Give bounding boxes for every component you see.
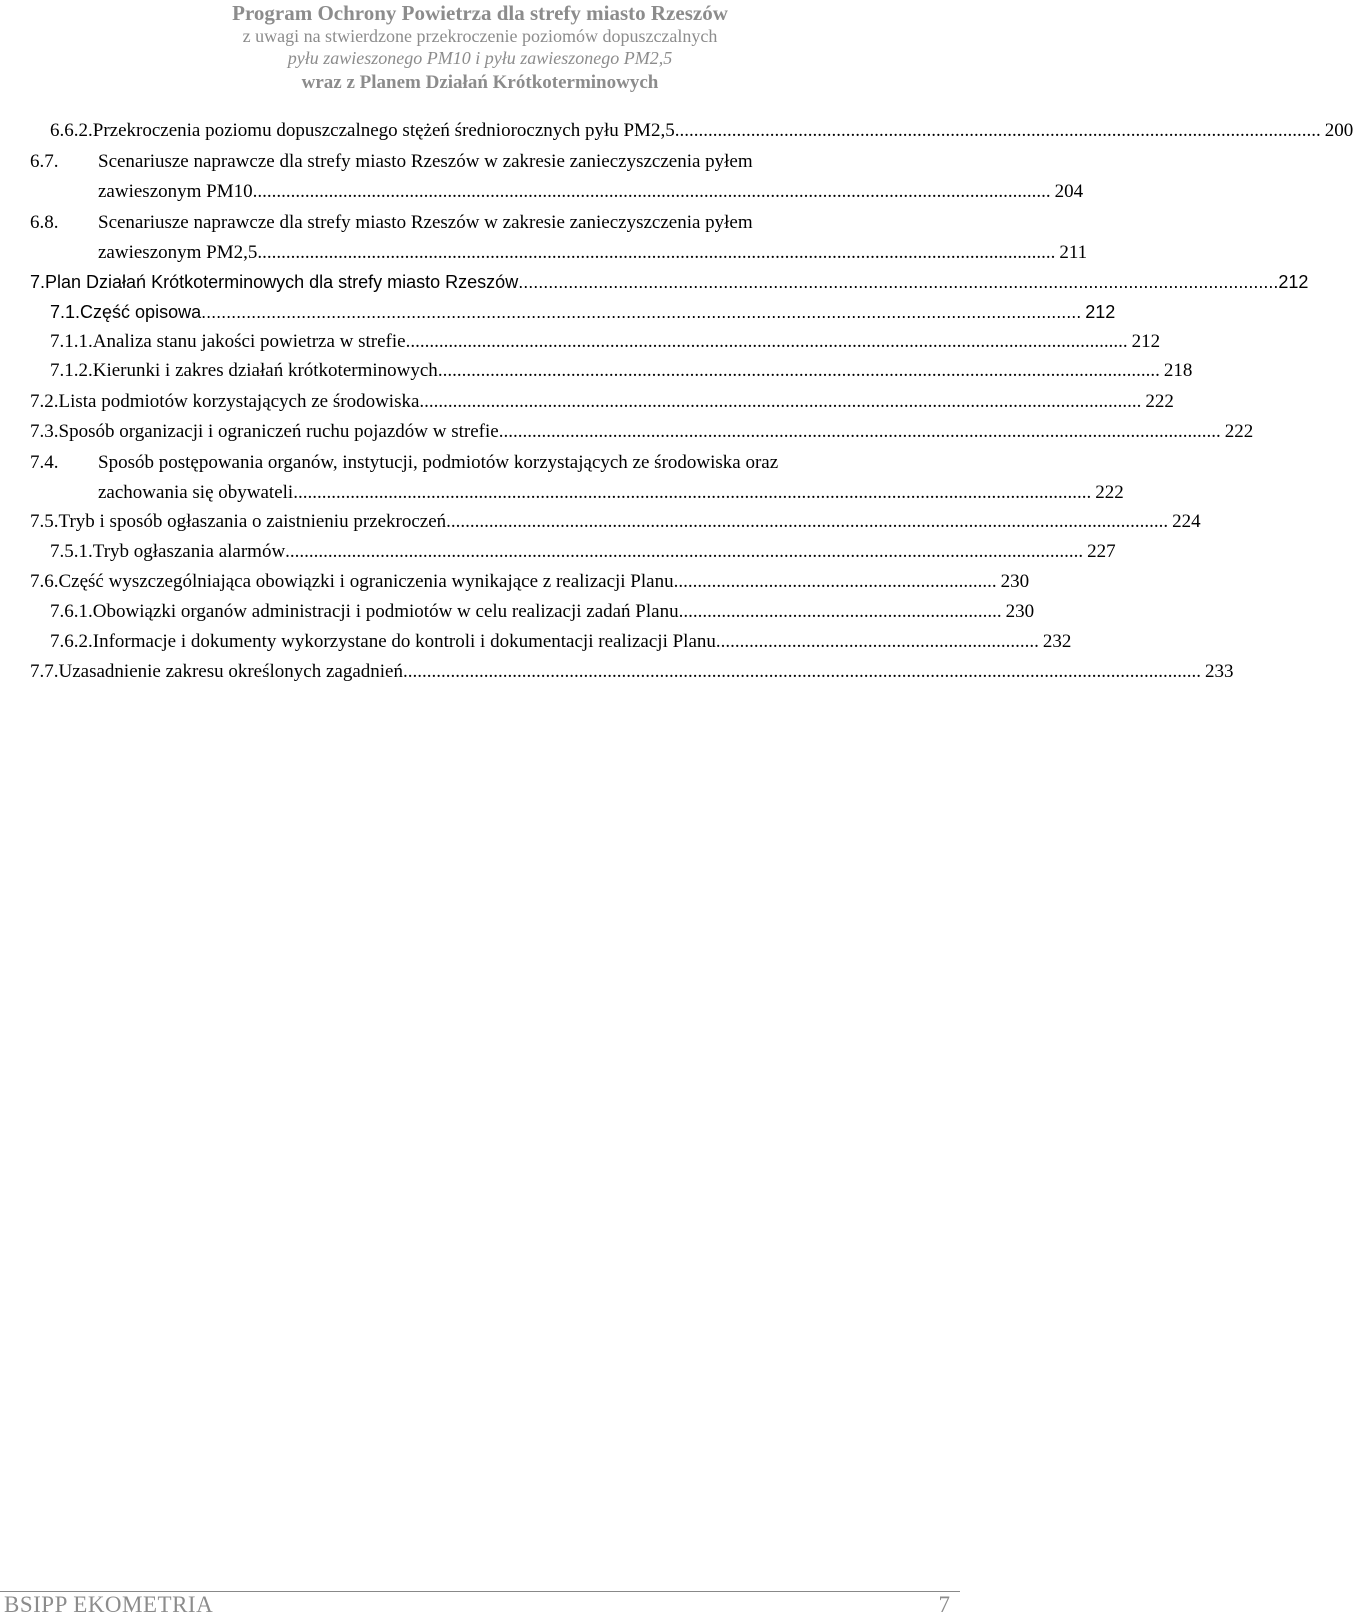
toc-entry-title: Obowiązki organów administracji i podmiotów w celu realizacji zadań Planu	[92, 601, 679, 622]
toc-entry-number: 6.8.	[30, 212, 59, 233]
toc-entry-page: 224	[1172, 511, 1201, 532]
toc-entry-title: Uzasadnienie zakresu określonych zagadnień	[58, 661, 403, 682]
toc-entry-continuation[interactable]	[98, 479, 1124, 507]
toc-entry-number: 7.3.	[30, 421, 59, 442]
toc-entry-page: 233	[1205, 661, 1234, 682]
toc-entry[interactable]	[30, 388, 1174, 416]
toc-entry-title: Informacje i dokumenty wykorzystane do kontroli i dokumentacji realizacji Planu	[92, 631, 716, 652]
toc-leader-dots: ........................................................................................................................................................	[498, 421, 1221, 442]
toc-entry-number: 7.6.	[30, 571, 59, 592]
toc-entry-number: 7.4.	[30, 452, 59, 473]
toc-entry-number: 7.1.1.	[50, 331, 93, 352]
toc-entry-title: Kierunki i zakres działań krótkoterminowych	[92, 360, 438, 381]
toc-entry[interactable]	[50, 298, 1116, 326]
toc-entry-title: Lista podmiotów korzystających ze środowiska	[58, 391, 420, 412]
toc-entry-title-cont: zachowania się obywateli	[98, 482, 294, 503]
toc-entry-title: Część wyszczególniająca obowiązki i ograniczenia wynikające z realizacji Planu	[58, 571, 674, 592]
toc-leader-dots: ........................................................................................................................................................	[446, 511, 1169, 532]
toc-entry-title: Sposób postępowania organów, instytucji, podmiotów korzystających ze środowiska oraz	[98, 452, 779, 473]
toc-entry[interactable]	[30, 658, 1234, 686]
toc-entry[interactable]	[30, 418, 1254, 446]
toc-leader-dots: ....................................................................	[673, 571, 997, 592]
toc-entry-page: 230	[1005, 601, 1035, 622]
toc-entry-page: 212	[1085, 302, 1116, 322]
toc-entry-title: Sposób organizacji i ograniczeń ruchu pojazdów w strefie	[58, 421, 499, 442]
toc-entry[interactable]	[30, 449, 934, 477]
toc-leader-dots: ........................................................................................................................................................	[437, 360, 1160, 381]
toc-entry-page: 222	[1095, 482, 1124, 503]
toc-leader-dots: ........................................................................................................................................	[674, 120, 1321, 141]
toc-entry-number: 7.2.	[30, 391, 59, 412]
footer-page-number: 7	[938, 1592, 950, 1617]
toc-leader-dots: ........................................................................................................................................................................	[293, 482, 1092, 503]
toc-entry[interactable]	[50, 538, 1116, 566]
toc-entry-title-cont: zawieszonym PM2,5	[98, 242, 258, 263]
toc-entry[interactable]	[30, 148, 934, 176]
toc-entry[interactable]	[50, 328, 1161, 356]
toc-leader-dots: ....................................................................	[678, 601, 1002, 622]
toc-leader-dots: ........................................................................................................................................................	[405, 331, 1128, 352]
toc-entry-page: 211	[1059, 242, 1088, 263]
toc-entry-number: 7.6.1.	[50, 601, 93, 622]
toc-entry[interactable]	[50, 628, 1072, 656]
toc-entry-number: 7.1.2.	[50, 360, 93, 381]
toc-entry-page: 227	[1087, 541, 1116, 562]
toc-entry-number: 6.6.2.	[50, 120, 93, 141]
toc-entry-number: 7.5.	[30, 511, 59, 532]
toc-entry-page: 212	[1131, 331, 1161, 352]
toc-entry-number: 7.5.1.	[50, 541, 93, 562]
toc-entry-page: 218	[1163, 360, 1193, 381]
toc-leader-dots: ................................................................................................................................................................................	[201, 302, 1082, 322]
toc-entry-title: Tryb ogłaszania alarmów	[92, 541, 286, 562]
header-subtitle-3: wraz z Planem Działań Krótkoterminowych	[301, 72, 659, 93]
toc-entry-continuation[interactable]	[98, 178, 1084, 206]
footer-company: BSIPP EKOMETRIA	[4, 1592, 214, 1617]
toc-entry-number: 7.1.	[50, 302, 81, 322]
toc-leader-dots: ........................................................................................................................................................	[518, 272, 1279, 292]
toc-entry-page: 230	[1000, 571, 1030, 592]
toc-entry[interactable]	[30, 209, 934, 237]
toc-entry-page: 204	[1054, 181, 1084, 202]
toc-entry-page: 212	[1278, 272, 1309, 292]
toc-leader-dots: ........................................................................................................................................................................	[285, 541, 1084, 562]
toc-entry-number: 7.6.2.	[50, 631, 93, 652]
header-subtitle-1: z uwagi na stwierdzone przekroczenie poziomów dopuszczalnych	[242, 26, 718, 46]
toc-entry[interactable]	[50, 117, 1353, 145]
toc-entry-page: 232	[1042, 631, 1072, 652]
toc-leader-dots: ........................................................................................................................................................................	[403, 661, 1201, 682]
toc-entry[interactable]	[50, 357, 1193, 385]
toc-leader-dots: ........................................................................................................................................................................	[252, 181, 1051, 202]
toc-entry-number: 7.	[30, 272, 46, 292]
toc-entry-title-cont: zawieszonym PM10	[98, 181, 253, 202]
toc-entry-page: 200	[1324, 120, 1353, 141]
toc-entry[interactable]	[50, 598, 1035, 626]
toc-entry[interactable]	[30, 268, 1309, 296]
toc-entry-number: 7.7.	[30, 661, 59, 682]
toc-entry-title: Część opisowa	[80, 302, 202, 322]
toc-entry[interactable]	[30, 508, 1201, 536]
toc-entry-title: Tryb i sposób ogłaszania o zaistnieniu przekroczeń	[58, 511, 447, 532]
toc-entry-number: 6.7.	[30, 151, 59, 172]
toc-entry[interactable]	[30, 568, 1030, 596]
toc-entry-page: 222	[1224, 421, 1254, 442]
toc-entry-page: 222	[1145, 391, 1174, 412]
toc-entry-title: Scenariusze naprawcze dla strefy miasto Rzeszów w zakresie zanieczyszczenia pyłem	[98, 151, 753, 172]
header-subtitle-2: pyłu zawieszonego PM10 i pyłu zawieszonego PM2,5	[287, 48, 673, 68]
toc-leader-dots: ....................................................................	[715, 631, 1039, 652]
toc-entry-continuation[interactable]	[98, 239, 1088, 267]
toc-entry-title: Plan Działań Krótkoterminowych dla strefy miasto Rzeszów	[45, 272, 519, 292]
toc-entry-title: Analiza stanu jakości powietrza w strefie	[92, 331, 406, 352]
toc-entry-title: Przekroczenia poziomu dopuszczalnego stężeń średniorocznych pyłu PM2,5	[92, 120, 675, 141]
header-title: Program Ochrony Powietrza dla strefy miasto Rzeszów	[232, 1, 728, 25]
toc-leader-dots: ........................................................................................................................................................................	[257, 242, 1056, 263]
toc-entry-title: Scenariusze naprawcze dla strefy miasto Rzeszów w zakresie zanieczyszczenia pyłem	[98, 212, 753, 233]
toc-leader-dots: ........................................................................................................................................................	[419, 391, 1142, 412]
